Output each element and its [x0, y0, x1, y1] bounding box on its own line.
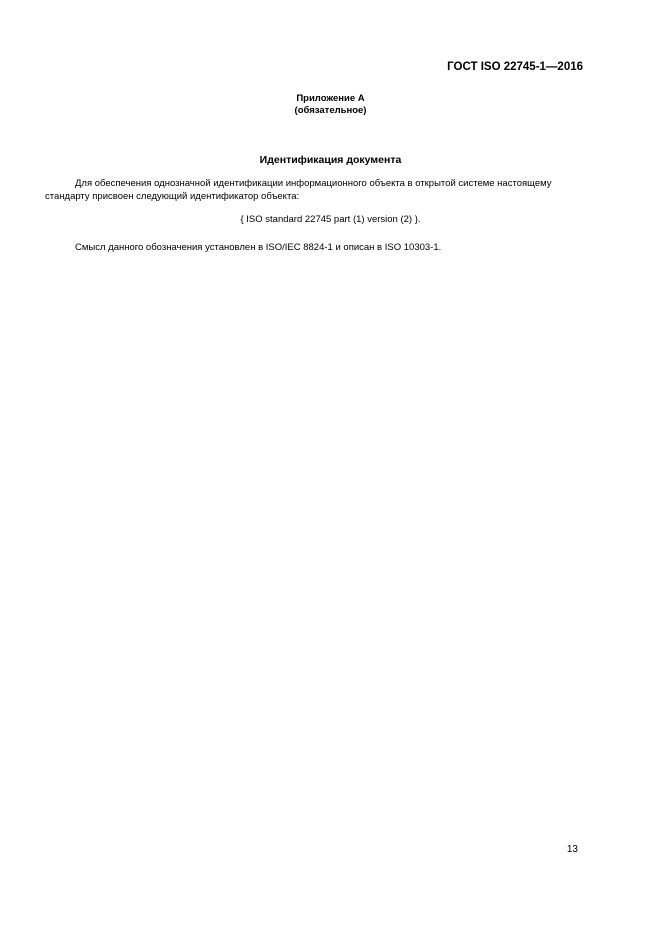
section-title: Идентификация документа	[259, 154, 402, 166]
page-number: 13	[566, 844, 578, 855]
object-identifier: { ISO standard 22745 part (1) version (2) }.	[240, 214, 421, 225]
standard-code-header: ГОСТ ISO 22745-1—2016	[447, 61, 583, 73]
annex-heading	[0, 93, 661, 117]
annex-status: (обязательное)	[294, 105, 367, 116]
paragraph-line: Для обеспечения однозначной идентификации информационного объекта в открытой системе настоящему	[75, 178, 552, 189]
paragraph-line: стандарту присвоен следующий идентификатор объекта:	[45, 190, 300, 202]
annex-title: Приложение А	[296, 93, 365, 104]
paragraph-identification	[45, 178, 585, 203]
paragraph-meaning: Смысл данного обозначения установлен в ISO/IEC 8824-1 и описан в ISO 10303-1.	[75, 242, 442, 253]
